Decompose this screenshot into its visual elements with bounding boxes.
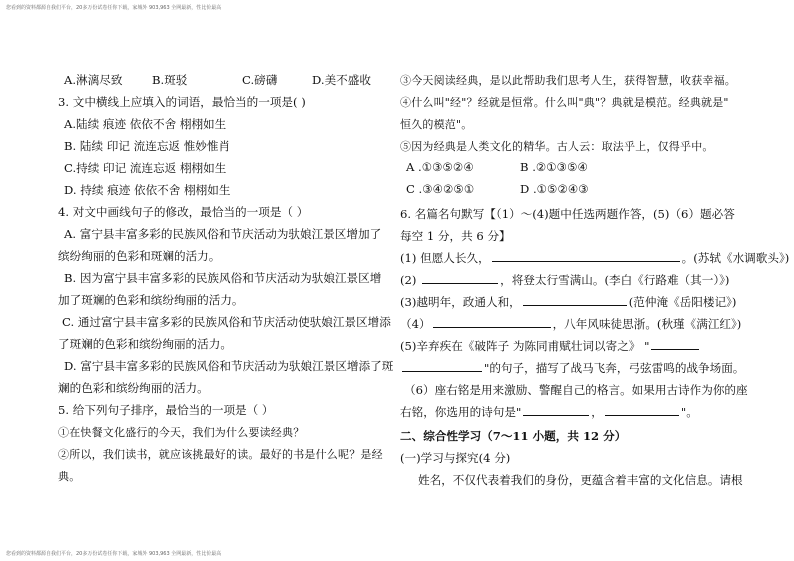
answer-blank[interactable] <box>651 339 699 350</box>
q4-option-b-line2: 加了斑斓的色彩和缤纷绚丽的活力。 <box>58 293 244 307</box>
q5-sentence-2-line1: ②所以，我们读书，就应该挑最好的读。最好的书是什么呢？是经 <box>58 448 383 461</box>
answer-blank[interactable] <box>523 295 627 306</box>
q4-option-d-line1: D. 富宁县丰富多彩的民族风俗和节庆活动为驮娘江景区增添了斑 <box>64 359 394 373</box>
q5-sentence-3: ③今天阅读经典，是以此帮助我们思考人生，获得智慧，收获幸福。 <box>400 74 736 87</box>
q2-option-b: B.斑驳 <box>152 73 188 87</box>
q2-option-c: C.磅礴 <box>242 73 278 87</box>
answer-blank[interactable] <box>402 361 482 372</box>
q6-item-4: （4） ，八年风味徒思浙。(秋瑾《满江红》) <box>400 317 742 331</box>
q5-option-c: C .③④②⑤① <box>406 182 475 196</box>
answer-blank[interactable] <box>492 251 680 262</box>
q5-option-b: B .②①③⑤④ <box>520 160 588 174</box>
paragraph-text: 姓名，不仅代表着我们的身份，更蕴含着丰富的文化信息。请根 <box>418 473 743 487</box>
q3-option-c: C.持续 印记 流连忘返 栩栩如生 <box>64 161 227 175</box>
q2-option-a: A.淋漓尽致 <box>64 73 123 87</box>
answer-blank[interactable] <box>605 405 679 416</box>
q4-option-a-line1: A. 富宁县丰富多彩的民族风俗和节庆活动为驮娘江景区增加了 <box>64 227 382 241</box>
q4-option-c-line2: 了斑斓的色彩和缤纷绚丽的活力。 <box>58 337 232 351</box>
q6-stem-line2: 每空 1 分，共 6 分】 <box>400 229 511 243</box>
q5-sentence-2-line2: 典。 <box>58 470 81 483</box>
q6-item-3: (3)越明年，政通人和， (范仲淹《岳阳楼记》) <box>400 295 737 309</box>
watermark-bottom: 您看到的资料都源自我们平台，20多万份试卷任你下载，家城外 903,963 全网最新，性比价最高 <box>6 551 222 557</box>
q5-option-d: D .①⑤②④③ <box>520 182 589 196</box>
q4-stem: 4. 对文中画线句子的修改，最恰当的一项是（ ） <box>58 205 309 219</box>
answer-blank[interactable] <box>433 317 551 328</box>
q3-option-a: A.陆续 痕迹 依依不舍 栩栩如生 <box>64 117 227 131</box>
q3-option-d: D. 持续 痕迹 依依不舍 栩栩如生 <box>64 183 231 197</box>
q5-sentence-4-line1: ④什么叫"经"？经就是恒常。什么叫"典"？典就是模范。经典就是" <box>400 96 729 109</box>
q6-item-5-line2: "的句子，描写了战马飞奔，弓弦雷鸣的战争场面。 <box>400 360 744 376</box>
q6-stem-line1: 6. 名篇名句默写【（1）～(4)题中任选两题作答，(5)（6）题必答 <box>400 207 735 221</box>
answer-blank[interactable] <box>422 273 498 284</box>
q6-item-6-line1: （6）座右铭是用来激励、警醒自己的格言。如果用古诗作为你的座 <box>404 383 748 397</box>
q5-sentence-1: ①在快餐文化盛行的今天，我们为什么要读经典？ <box>58 426 305 439</box>
q4-option-d-line2: 斓的色彩和缤纷绚丽的活力。 <box>58 381 209 395</box>
answer-blank[interactable] <box>523 405 589 416</box>
q2-option-d: D.美不盛收 <box>312 73 371 87</box>
q4-option-c-line1: C. 通过富宁县丰富多彩的民族风俗和节庆活动使驮娘江景区增添 <box>62 315 391 329</box>
q4-option-a-line2: 缤纷绚丽的色彩和斑斓的活力。 <box>58 249 221 263</box>
watermark-top: 您看到的资料都源自我们平台，20多万份试卷任你下载，家城外 903,963 全网最新，性比价最高 <box>6 5 222 11</box>
q6-item-6-line2: 右铭，你选用的诗句是" ， "。 <box>400 405 698 419</box>
q5-option-a: A .①③⑤②④ <box>406 160 474 174</box>
q4-option-b-line1: B. 因为富宁县丰富多彩的民族风俗和节庆活动为驮娘江景区增 <box>64 271 382 285</box>
subsection-1-heading: (一)学习与探究(4 分) <box>400 451 511 465</box>
q3-stem: 3. 文中横线上应填入的词语，最恰当的一项是( ) <box>58 95 306 109</box>
q6-item-1: (1) 但愿人长久， 。(苏轼《水调歌头》) <box>400 251 790 265</box>
q5-sentence-5: ⑤因为经典是人类文化的精华。古人云：取法乎上，仅得乎中。 <box>400 140 714 153</box>
q5-sentence-4-line2: 恒久的模范"。 <box>400 118 473 131</box>
q5-stem: 5. 给下列句子排序，最恰当的一项是（ ） <box>58 403 274 417</box>
q6-item-5-line1: (5)辛弃疾在《破阵子 为陈同甫赋壮词以寄之》 " <box>400 338 701 354</box>
q6-item-2: (2) ，将登太行雪满山。(李白《行路难（其一）》) <box>400 273 730 287</box>
q3-option-b: B. 陆续 印记 流连忘返 惟妙惟肖 <box>64 139 231 153</box>
section-2-heading: 二、综合性学习（7～11 小题，共 12 分） <box>400 429 627 443</box>
